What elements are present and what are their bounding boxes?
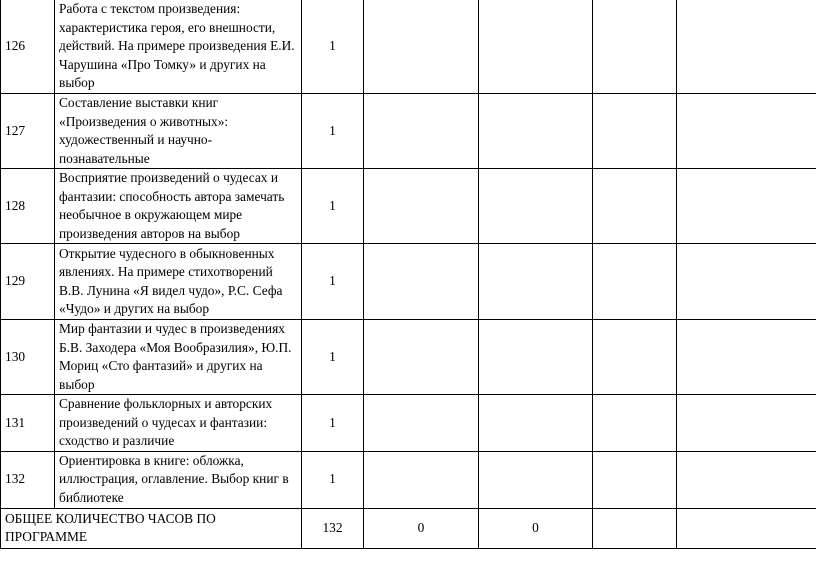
lesson-topic: Работа с текстом произведения: характеристика героя, его внешности, действий. На примере произведения Е.И. Чарушина «Про Томку» и других на выбор [55,0,302,94]
lesson-number: 129 [1,244,55,320]
total-control-works: 0 [364,508,479,548]
date-cell [593,320,677,395]
lesson-topic: Составление выставки книг «Произведения о животных»: художественный и научно-познавательные [55,94,302,169]
lesson-hours: 1 [302,169,364,244]
practical-works-cell [479,320,593,395]
date-cell [593,451,677,508]
lesson-number: 132 [1,451,55,508]
lesson-hours: 1 [302,94,364,169]
lesson-hours: 1 [302,320,364,395]
lesson-hours: 1 [302,0,364,94]
total-hours-value: 132 [302,508,364,548]
date-cell [593,0,677,94]
practical-works-cell [479,94,593,169]
total-row [1,508,816,548]
lesson-hours: 1 [302,451,364,508]
control-works-cell [364,169,479,244]
total-hours-label: ОБЩЕЕ КОЛИЧЕСТВО ЧАСОВ ПО ПРОГРАММЕ [1,508,302,548]
lesson-hours: 1 [302,395,364,452]
control-works-cell [364,451,479,508]
control-works-cell [364,395,479,452]
lesson-topic: Мир фантазии и чудес в произведениях Б.В. Заходера «Моя Вообразилия», Ю.П. Мориц «Сто фантазий» и других на выбор [55,320,302,395]
lesson-number: 126 [1,0,55,94]
control-works-cell [364,320,479,395]
resources-cell [677,244,816,320]
lesson-number: 131 [1,395,55,452]
date-cell [593,244,677,320]
practical-works-cell [479,169,593,244]
practical-works-cell [479,395,593,452]
resources-cell [677,169,816,244]
control-works-cell [364,244,479,320]
practical-works-cell [479,0,593,94]
resources-cell [677,508,816,548]
resources-cell [677,451,816,508]
lesson-topic: Ориентировка в книге: обложка, иллюстрация, оглавление. Выбор книг в библиотеке [55,451,302,508]
total-practical-works: 0 [479,508,593,548]
resources-cell [677,94,816,169]
table-row [1,320,816,395]
lesson-number: 130 [1,320,55,395]
table-row [1,169,816,244]
resources-cell [677,320,816,395]
lesson-number: 127 [1,94,55,169]
lesson-topic: Сравнение фольклорных и авторских произведений о чудесах и фантазии: сходство и различие [55,395,302,452]
table-row [1,0,816,94]
control-works-cell [364,94,479,169]
resources-cell [677,0,816,94]
practical-works-cell [479,451,593,508]
resources-cell [677,395,816,452]
lesson-topic: Открытие чудесного в обыкновенных явлениях. На примере стихотворений В.В. Лунина «Я видел чудо», Р.С. Сефа «Чудо» и других на выбор [55,244,302,320]
lesson-topic: Восприятие произведений о чудесах и фантазии: способность автора замечать необычное в окружающем мире произведения авторов на выбор [55,169,302,244]
date-cell [593,508,677,548]
table-row [1,451,816,508]
lesson-hours: 1 [302,244,364,320]
lesson-number: 128 [1,169,55,244]
date-cell [593,169,677,244]
practical-works-cell [479,244,593,320]
table-row [1,94,816,169]
control-works-cell [364,0,479,94]
table-row [1,395,816,452]
date-cell [593,94,677,169]
table-row [1,244,816,320]
date-cell [593,395,677,452]
